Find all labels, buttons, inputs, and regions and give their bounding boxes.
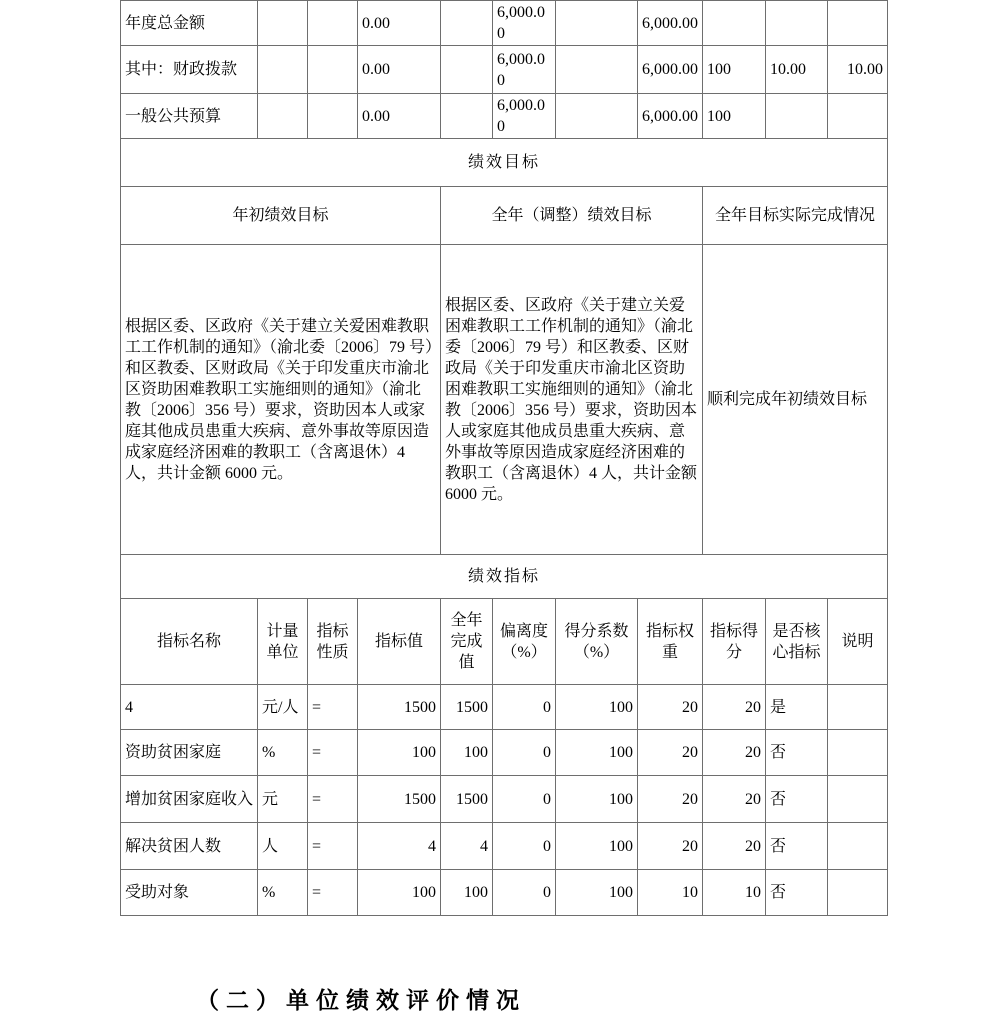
indicator-header-core: 是否核心指标 bbox=[766, 599, 828, 685]
indicator-core: 否 bbox=[766, 776, 828, 823]
funding-value: 10.00 bbox=[766, 46, 828, 94]
indicator-row bbox=[121, 730, 888, 776]
indicator-deviation: 0 bbox=[493, 870, 556, 916]
funding-row-label: 一般公共预算 bbox=[121, 94, 258, 139]
indicator-nature: = bbox=[308, 730, 358, 776]
indicator-name: 解决贫困人数 bbox=[121, 823, 258, 870]
performance-report-table bbox=[120, 0, 888, 916]
indicator-core: 否 bbox=[766, 870, 828, 916]
goals-section-title-row bbox=[121, 139, 888, 187]
funding-value bbox=[828, 1, 888, 46]
indicator-weight: 10 bbox=[638, 870, 703, 916]
funding-cell-empty bbox=[441, 1, 493, 46]
funding-cell-empty bbox=[258, 1, 308, 46]
indicator-note bbox=[828, 730, 888, 776]
funding-cell-empty bbox=[258, 46, 308, 94]
indicator-core: 否 bbox=[766, 823, 828, 870]
indicator-header-unit: 计量单位 bbox=[258, 599, 308, 685]
goals-section-title: 绩效目标 bbox=[121, 139, 888, 187]
funding-value: 6,000.00 bbox=[493, 94, 556, 139]
funding-value bbox=[766, 94, 828, 139]
indicator-header-note: 说明 bbox=[828, 599, 888, 685]
indicator-actual: 4 bbox=[441, 823, 493, 870]
funding-cell-empty bbox=[441, 46, 493, 94]
funding-row-general-public-budget bbox=[121, 94, 888, 139]
indicator-row bbox=[121, 823, 888, 870]
funding-value bbox=[828, 94, 888, 139]
funding-value: 6,000.00 bbox=[493, 46, 556, 94]
funding-value: 6,000.00 bbox=[638, 1, 703, 46]
funding-cell-empty bbox=[556, 1, 638, 46]
indicator-name: 受助对象 bbox=[121, 870, 258, 916]
indicators-header-row bbox=[121, 599, 888, 685]
indicator-note bbox=[828, 870, 888, 916]
indicator-score: 20 bbox=[703, 776, 766, 823]
funding-value bbox=[766, 1, 828, 46]
indicator-row bbox=[121, 685, 888, 730]
indicators-section-title-row bbox=[121, 555, 888, 599]
indicator-header-nature: 指标性质 bbox=[308, 599, 358, 685]
indicator-header-actual: 全年完成值 bbox=[441, 599, 493, 685]
indicator-unit: 人 bbox=[258, 823, 308, 870]
indicator-target: 100 bbox=[358, 730, 441, 776]
indicator-name: 资助贫困家庭 bbox=[121, 730, 258, 776]
funding-value: 6,000.00 bbox=[638, 94, 703, 139]
indicator-weight: 20 bbox=[638, 685, 703, 730]
indicator-deviation: 0 bbox=[493, 823, 556, 870]
indicator-row bbox=[121, 776, 888, 823]
indicator-note bbox=[828, 823, 888, 870]
indicator-target: 1500 bbox=[358, 776, 441, 823]
indicator-score: 20 bbox=[703, 823, 766, 870]
indicator-core: 是 bbox=[766, 685, 828, 730]
indicator-unit: 元/人 bbox=[258, 685, 308, 730]
funding-value: 6,000.00 bbox=[493, 1, 556, 46]
funding-cell-empty bbox=[258, 94, 308, 139]
indicator-actual: 1500 bbox=[441, 776, 493, 823]
goal-header-actual-completion: 全年目标实际完成情况 bbox=[703, 187, 888, 245]
indicator-coefficient: 100 bbox=[556, 685, 638, 730]
indicator-nature: = bbox=[308, 776, 358, 823]
indicator-coefficient: 100 bbox=[556, 776, 638, 823]
funding-row-annual-total bbox=[121, 1, 888, 46]
indicator-coefficient: 100 bbox=[556, 870, 638, 916]
indicators-section-title: 绩效指标 bbox=[121, 555, 888, 599]
indicator-coefficient: 100 bbox=[556, 730, 638, 776]
indicator-header-score: 指标得分 bbox=[703, 599, 766, 685]
indicator-target: 1500 bbox=[358, 685, 441, 730]
indicator-unit: 元 bbox=[258, 776, 308, 823]
funding-row-label: 其中：财政拨款 bbox=[121, 46, 258, 94]
indicator-header-deviation: 偏离度（%） bbox=[493, 599, 556, 685]
goal-text-initial: 根据区委、区政府《关于建立关爱困难教职工工作机制的通知》（渝北委〔2006〕79 号）和区教委、区财政局《关于印发重庆市渝北区资助困难教职工实施细则的通知》（渝北教〔2006〕356 号）要求，资助因本人或家庭其他成员患重大疾病、意外事故等原因造成家庭经济困难的教职工（含离退休）4 人，共计金额 6000 元。 bbox=[121, 245, 441, 555]
indicator-deviation: 0 bbox=[493, 776, 556, 823]
funding-value: 6,000.00 bbox=[638, 46, 703, 94]
funding-value: 0.00 bbox=[358, 94, 441, 139]
indicator-header-weight: 指标权重 bbox=[638, 599, 703, 685]
funding-row-label: 年度总金额 bbox=[121, 1, 258, 46]
indicator-name: 增加贫困家庭收入 bbox=[121, 776, 258, 823]
section-heading-unit-evaluation: （二）单位绩效评价情况 bbox=[196, 988, 526, 1013]
indicator-deviation: 0 bbox=[493, 685, 556, 730]
indicator-note bbox=[828, 776, 888, 823]
indicator-target: 100 bbox=[358, 870, 441, 916]
goals-header-row bbox=[121, 187, 888, 245]
indicator-unit: % bbox=[258, 730, 308, 776]
goal-header-adjusted: 全年（调整）绩效目标 bbox=[441, 187, 703, 245]
indicator-name: 4 bbox=[121, 685, 258, 730]
goal-text-adjusted: 根据区委、区政府《关于建立关爱困难教职工工作机制的通知》（渝北委〔2006〕79 号）和区教委、区财政局《关于印发重庆市渝北区资助困难教职工实施细则的通知》（渝北教〔2006〕356 号）要求，资助因本人或家庭其他成员患重大疾病、意外事故等原因造成家庭经济困难的教职工（含离退休）4 人，共计金额 6000 元。 bbox=[441, 245, 703, 555]
indicator-nature: = bbox=[308, 870, 358, 916]
indicator-actual: 100 bbox=[441, 870, 493, 916]
indicator-header-name: 指标名称 bbox=[121, 599, 258, 685]
indicator-nature: = bbox=[308, 685, 358, 730]
funding-value: 100 bbox=[703, 46, 766, 94]
funding-value: 10.00 bbox=[828, 46, 888, 94]
indicator-score: 20 bbox=[703, 730, 766, 776]
funding-value: 0.00 bbox=[358, 1, 441, 46]
funding-cell-empty bbox=[556, 46, 638, 94]
funding-value bbox=[703, 1, 766, 46]
goals-text-row bbox=[121, 245, 888, 555]
indicator-core: 否 bbox=[766, 730, 828, 776]
indicator-weight: 20 bbox=[638, 823, 703, 870]
funding-cell-empty bbox=[308, 1, 358, 46]
indicator-deviation: 0 bbox=[493, 730, 556, 776]
indicator-score: 10 bbox=[703, 870, 766, 916]
indicator-header-coefficient: 得分系数（%） bbox=[556, 599, 638, 685]
indicator-nature: = bbox=[308, 823, 358, 870]
funding-cell-empty bbox=[308, 94, 358, 139]
funding-cell-empty bbox=[441, 94, 493, 139]
goal-text-completion: 顺利完成年初绩效目标 bbox=[703, 245, 888, 555]
indicator-weight: 20 bbox=[638, 730, 703, 776]
funding-cell-empty bbox=[308, 46, 358, 94]
indicator-actual: 100 bbox=[441, 730, 493, 776]
indicator-row bbox=[121, 870, 888, 916]
indicator-coefficient: 100 bbox=[556, 823, 638, 870]
indicator-note bbox=[828, 685, 888, 730]
funding-cell-empty bbox=[556, 94, 638, 139]
indicator-unit: % bbox=[258, 870, 308, 916]
indicator-header-target: 指标值 bbox=[358, 599, 441, 685]
indicator-target: 4 bbox=[358, 823, 441, 870]
funding-value: 0.00 bbox=[358, 46, 441, 94]
indicator-actual: 1500 bbox=[441, 685, 493, 730]
indicator-score: 20 bbox=[703, 685, 766, 730]
goal-header-initial: 年初绩效目标 bbox=[121, 187, 441, 245]
funding-row-fiscal-appropriation bbox=[121, 46, 888, 94]
funding-value: 100 bbox=[703, 94, 766, 139]
indicator-weight: 20 bbox=[638, 776, 703, 823]
